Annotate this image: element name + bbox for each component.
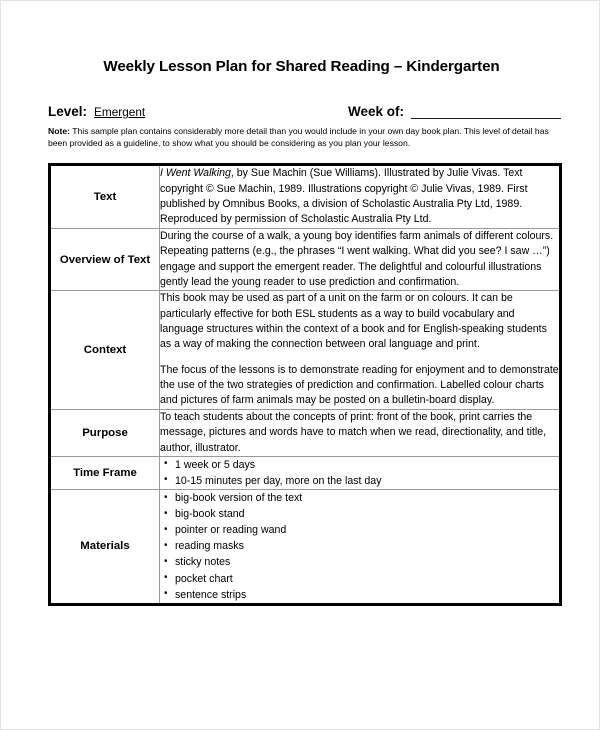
context-paragraph-1: This book may be used as part of a unit on the farm or on colours. It can be particularly effective for both ESL students as a way to build vocabulary and language structures within the context of a book and for English-speaking students as a way of making the connection between oral language and print. [160, 292, 547, 351]
list-item: • big-book stand [175, 506, 559, 522]
week-of-blank-line[interactable] [411, 105, 561, 119]
list-item: • pointer or reading wand [175, 522, 559, 538]
row-label-time-frame: Time Frame [50, 456, 160, 489]
row-content-context [160, 291, 561, 410]
table-row [50, 291, 561, 410]
table-row [50, 165, 561, 228]
table-row [50, 409, 561, 456]
list-item: • 10-15 minutes per day, more on the last day [175, 473, 559, 489]
list-item: • sticky notes [175, 554, 559, 570]
level-field [48, 104, 348, 119]
text-citation [160, 166, 559, 227]
overview-paragraph: During the course of a walk, a young boy identifies farm animals of different colours. Repeating patterns (e.g., the phrases “I went walking. What did you see? I saw …”) engage and support the emergent reader. The delightful and colourful illustrations gently lead the young reader to use prediction and confirmation. [160, 229, 554, 288]
list-item: • sentence strips [175, 587, 559, 603]
page-title: Weekly Lesson Plan for Shared Reading – Kindergarten [103, 58, 500, 75]
table-row [50, 228, 561, 290]
row-label-materials: Materials [50, 490, 160, 605]
week-of-field [348, 104, 561, 119]
time-frame-list [160, 457, 559, 489]
note-text: This sample plan contains considerably more detail than you would include in your own day book plan. This level of detail has been provided as a guideline, to show what you should be considering as you plan your lesson. [48, 126, 549, 149]
row-content-time-frame [160, 456, 561, 489]
book-title: I Went Walking [160, 167, 231, 180]
book-credits: , by Sue Machin (Sue Williams). Illustrated by Julie Vivas. Text copyright © Sue Machin, 1989. Illustrations copyright © Julie Vivas, 1989. First published by Omnibus Books, a division of Scholastic Australia Pty Ltd, 1989. Reproduced by permission of Scholastic Australia Pty Ltd. [160, 167, 528, 226]
lesson-plan-table-body [50, 165, 561, 604]
lesson-plan-table [48, 163, 562, 605]
list-item: • pocket chart [175, 571, 559, 587]
week-of-label: Week of: [348, 104, 405, 119]
note-label: Note: [48, 126, 70, 136]
context-paragraph-2: The focus of the lessons is to demonstrate reading for enjoyment and to demonstrate the use of the two strategies of prediction and confirmation. Labelled colour charts and pictures of farm animals may be posted on a bulletin-board display. [160, 363, 559, 407]
row-label-text: Text [50, 165, 160, 228]
note-paragraph [48, 125, 561, 149]
list-item: • big-book version of the text [175, 490, 559, 506]
level-label: Level: [48, 104, 88, 119]
list-item: • 1 week or 5 days [175, 457, 559, 473]
row-content-text [160, 165, 561, 228]
purpose-paragraph: To teach students about the concepts of print: front of the book, print carries the message, pictures and words have to match when we read, directionality, and title, author, illustrator. [160, 410, 547, 454]
table-row [50, 456, 561, 489]
row-label-overview-of-text: Overview of Text [50, 228, 160, 290]
list-item: • reading masks [175, 538, 559, 554]
row-label-purpose: Purpose [50, 409, 160, 456]
table-row [50, 490, 561, 605]
row-content-purpose [160, 409, 561, 456]
row-content-overview-of-text [160, 228, 561, 290]
row-content-materials [160, 490, 561, 605]
level-value[interactable]: Emergent [94, 105, 146, 119]
materials-list [160, 490, 559, 603]
meta-row [48, 100, 561, 119]
row-label-context: Context [50, 291, 160, 410]
